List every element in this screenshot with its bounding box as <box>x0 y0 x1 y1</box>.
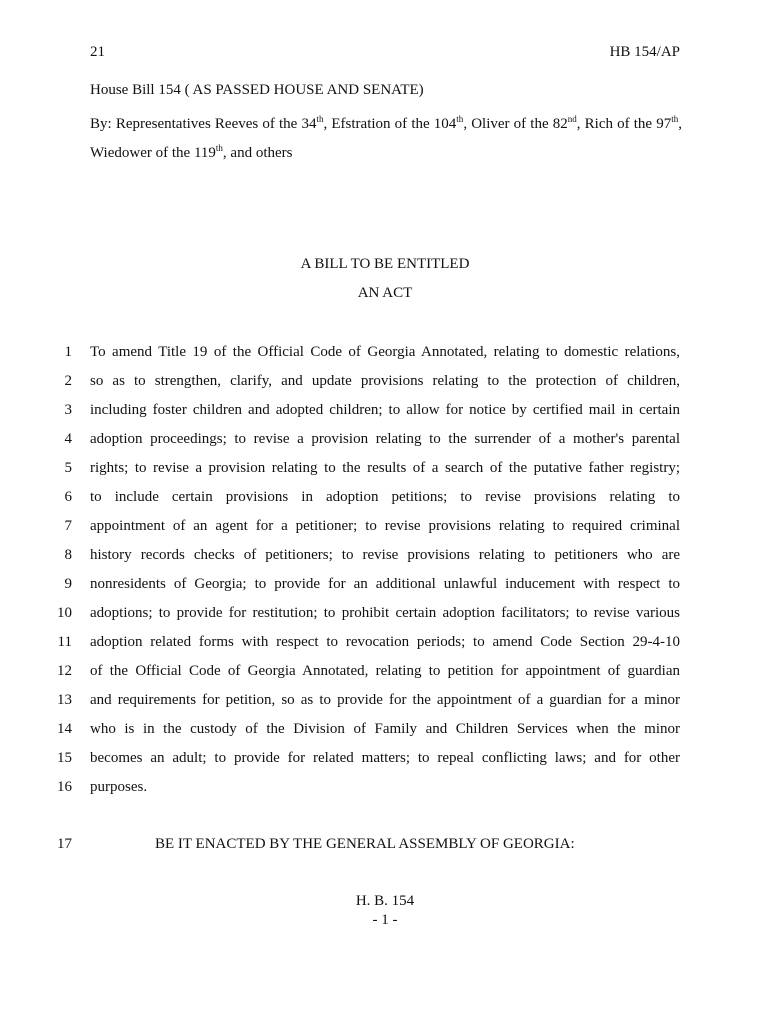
bill-code: HB 154/AP <box>609 44 680 60</box>
body-line: nonresidents of Georgia; to provide for an additional unlawful inducement with respect to <box>90 576 680 592</box>
body-line: adoptions; to provide for restitution; to prohibit certain adoption facilitators; to revise various <box>90 605 680 621</box>
line-number: 16 <box>57 779 72 795</box>
body-line: To amend Title 19 of the Official Code of Georgia Annotated, relating to domestic relations, <box>90 344 680 360</box>
body-line: to include certain provisions in adoption petitions; to revise provisions relating to <box>90 489 680 505</box>
footer-bill-id: H. B. 154 <box>355 893 415 909</box>
body-line: who is in the custody of the Division of Family and Children Services when the minor <box>90 721 680 737</box>
line-number: 14 <box>57 721 72 737</box>
line-number: 12 <box>57 663 72 679</box>
body-line: rights; to revise a provision relating to the results of a search of the putative father registry; <box>90 460 680 476</box>
body-line: becomes an adult; to provide for related matters; to repeal conflicting laws; and for other <box>90 750 680 766</box>
footer-page-number: - 1 - <box>372 912 398 928</box>
line-number: 4 <box>64 431 72 447</box>
line-number: 13 <box>57 692 72 708</box>
line-number: 6 <box>64 489 72 505</box>
body-line: and requirements for petition, so as to provide for the appointment of a guardian for a minor <box>90 692 680 708</box>
body-line: history records checks of petitioners; to revise provisions relating to petitioners who are <box>90 547 680 563</box>
bill-heading-entitled: A BILL TO BE ENTITLED <box>300 256 470 272</box>
line-number: 5 <box>64 460 72 476</box>
body-line: appointment of an agent for a petitioner; to revise provisions relating to required criminal <box>90 518 680 534</box>
body-line: of the Official Code of Georgia Annotated, relating to petition for appointment of guardian <box>90 663 680 679</box>
line-number: 1 <box>64 344 72 360</box>
body-line: adoption related forms with respect to revocation periods; to amend Code Section 29-4-10 <box>90 634 680 650</box>
bill-title: House Bill 154 ( AS PASSED HOUSE AND SENATE) <box>90 82 424 98</box>
line-number: 3 <box>64 402 72 418</box>
enacting-line-number: 17 <box>57 836 72 852</box>
line-number: 8 <box>64 547 72 563</box>
line-number: 2 <box>64 373 72 389</box>
body-line: adoption proceedings; to revise a provision relating to the surrender of a mother's parental <box>90 431 680 447</box>
line-number: 7 <box>64 518 72 534</box>
line-number: 11 <box>57 634 72 650</box>
line-number: 9 <box>64 576 72 592</box>
bill-heading-act: AN ACT <box>357 285 413 301</box>
enacting-clause: BE IT ENACTED BY THE GENERAL ASSEMBLY OF GEORGIA: <box>155 836 575 852</box>
sponsors: By: Representatives Reeves of the 34th, Efstration of the 104th, Oliver of the 82nd, Rich of the 97th, Wiedower of the 119th, and others <box>90 114 682 161</box>
page-number: 21 <box>90 44 105 60</box>
body-line: purposes. <box>90 779 148 795</box>
line-number: 10 <box>57 605 72 621</box>
line-number: 15 <box>57 750 72 766</box>
body-line: including foster children and adopted children; to allow for notice by certified mail in certain <box>90 402 680 418</box>
body-line: so as to strengthen, clarify, and update provisions relating to the protection of children, <box>90 373 680 389</box>
